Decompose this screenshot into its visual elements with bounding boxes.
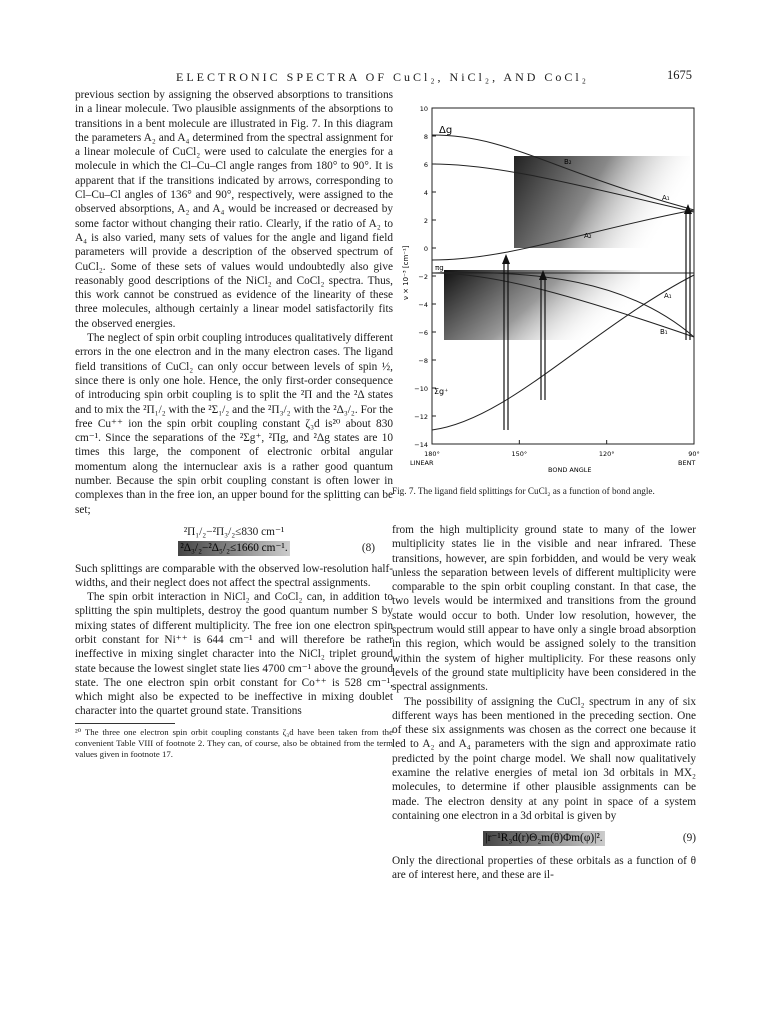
label-a1b: A₁ [664,292,672,300]
paragraph: The neglect of spin orbit coupling introduces qualitatively different errors in the one electron and in the many electron cases. The ligand field transitions of CuCl₂ can only occur between levels of spin ½, since there is only one hole. Hence, the only first-order consequence of introducing spin orbit coupling is to split the ²Π and the ²Δ states and to mix the ²Π₁/₂ with the ²Σ₁/₂ and the ²Π₃/₂ with the ²Δ₃/₂. For the free Cu⁺⁺ ion the spin orbit coupling constant ζ₃d is²⁰ about 830 cm⁻¹. Since the separations of the ²Σg⁺, ²Πg, and ²Δg states are 10 times this large, the component of electronic orbital angular momentum along the internuclear axis is a rather good quantum number. Because the spin orbit coupling constant is often lower in complexes than in the free ion, an upper bound for the splitting can be set; [75,332,393,516]
left-column [75,88,393,760]
label-pi-g: πg [435,264,444,272]
equation-text: ²Π₁/₂−²Π₃/₂≤830 cm⁻¹ [183,525,285,538]
shading-lower [444,270,640,340]
equation-text: ²Δ₃/₂−²Δ₅/₂≤1660 cm⁻¹. [180,542,288,555]
y-tick-label: −8 [418,357,428,365]
paragraph: Only the directional properties of these orbitals as a function of θ are of interest here, and these are il- [392,854,696,881]
footnote: ²⁰ The three one electron spin orbit coupling constants ζ₃d have been taken from the convenient Table VIII of footnote 2. They can, of course, also be obtained from the term values given in footnote 17. [75,726,393,759]
page-number: 1675 [667,68,692,82]
y-axis-ticks [414,105,436,449]
equation-number: (9) [682,832,696,845]
right-column [392,523,696,882]
x-tick-label: 150° [511,450,528,458]
paragraph: The possibility of assigning the CuCl₂ spectrum in any of six different ways has been mentioned in the preceding section. One of these six assignments was chosen as the correct one because it led to A₂ and A₄ parameters with the sign and approximate ratio predicted by the point charge model. We shall now qualitatively examine the relative energies of metal ion 3d orbitals in MX₂ molecules, to determine if other plausible assignments can be made. The electron density at any point in space of a system containing one electron in a 3d orbital is given by [392,695,696,822]
y-tick-label: 0 [423,245,428,253]
y-tick-label: 4 [423,189,428,197]
paragraph: previous section by assigning the observed absorptions to transitions in a linear molecule. Two plausible assignments of the absorptions to transitions in a bent molecule are illustrated in Fig. 7. In this diagram the parameters A₂ and A₄ determined from the spectral assignment for a linear molecule of CuCl₂ were used to calculate the energies for a molecule in which the Cl–Cu–Cl angle ranges from 180° to 90°. It is apparent that if the transitions indicated by arrows, corresponding to Cl–Cu–Cl angles of 136° and 90°, respectively, were assigned to the observed absorptions, A₂ and A₄ would be increased or decreased by some factor without changing their ratio. Clearly, if the ratio of A₂ to A₄ is also varied, many sets of values for the angle and ligand field parameters will provide a description of the observed spectrum of CuCl₂. Some of these sets of values would undoubtedly also give reasonably good descriptions of the NiCl₂ and CoCl₂ spectra. Thus, this work cannot be construed as evidence of the linearity of these three molecules, although certainly a linear model satisfactorily fits the observed energies. [75,89,393,330]
y-tick-label: 2 [423,217,428,225]
label-a1: A₁ [662,194,670,202]
x-tick-label: 120° [598,450,615,458]
running-head: ELECTRONIC SPECTRA OF CuCl₂, NiCl₂, AND CoCl₂ [176,70,589,84]
figure-7 [388,100,708,500]
y-tick-label: −14 [414,441,428,449]
x-axis-label: BOND ANGLE [548,466,592,474]
equation-9 [392,831,696,845]
paragraph: Such splittings are comparable with the observed low-resolution half-widths, and their neglect does not affect the spectral assignments. [75,562,393,589]
paragraph: from the high multiplicity ground state to many of the lower multiplicity states lie in the visible and near infrared. These transitions, however, are spin forbidden, and would be very weak unless the separation between levels of different multiplicity were comparable to the spin orbit coupling constant. In that case, the two levels would be intermixed and transitions from the ground state would occur to both. Under low resolution, however, the spectrum would still appear to have only a single broad absorption in this region, which would be assigned solely to the transition within the system of higher multiplicity. For these reasons only levels of the ground state multiplicity have been considered in the spectral assignments. [392,524,696,694]
x-label-bent: BENT [678,459,696,467]
label-a2: A₂ [584,232,592,240]
figure-caption [392,486,696,498]
caption-text: Fig. 7. The ligand field splittings for CuCl₂ as a function of bond angle. [392,486,655,496]
footnote-rule [75,723,175,724]
shading-upper [514,156,690,248]
label-b1: B₁ [660,328,668,336]
x-tick-label: 180° [424,450,440,458]
x-axis-ticks [424,440,700,458]
x-tick-label: 90° [688,450,700,458]
label-sigma-g: Σg⁺ [434,387,449,396]
x-label-linear: LINEAR [410,459,434,467]
equation-8-line-1 [75,525,393,539]
arrow-head [502,254,510,264]
equation-8-line-2 [75,541,393,555]
y-tick-label: −12 [414,413,428,421]
y-tick-label: 6 [423,161,428,169]
y-axis-label: ν × 10⁻³ [cm⁻¹] [402,245,410,300]
y-tick-label: −2 [418,273,428,281]
y-tick-label: 10 [419,105,428,113]
paragraph: The spin orbit interaction in NiCl₂ and CoCl₂ can, in addition to splitting the spin multiplets, destroy the good quantum number S by mixing states of different multiplicity. The free ion one electron spin orbit constant for Ni⁺⁺ is 644 cm⁻¹ and will therefore be rather ineffective in mixing singlet character into the NiCl₂ triplet ground state because the lowest singlet state lies 4700 cm⁻¹ above the ground state. The one electron spin orbit constant for Co⁺⁺ is 528 cm⁻¹, which might also be expected to be ineffective in mixing doublet character into the quartet ground state. Transitions [75,591,393,718]
equation-number: (8) [361,542,375,555]
label-b2: B₂ [564,158,572,166]
y-tick-label: −10 [414,385,428,393]
label-delta-g: Δg [439,125,453,136]
equation-text: |r⁻¹R₃d(r)Θ₂m(θ)Φm(φ)|². [485,832,603,845]
y-tick-label: −4 [418,301,428,309]
y-tick-label: −6 [418,329,428,337]
y-tick-label: 8 [423,133,428,141]
figure-svg [388,100,708,500]
